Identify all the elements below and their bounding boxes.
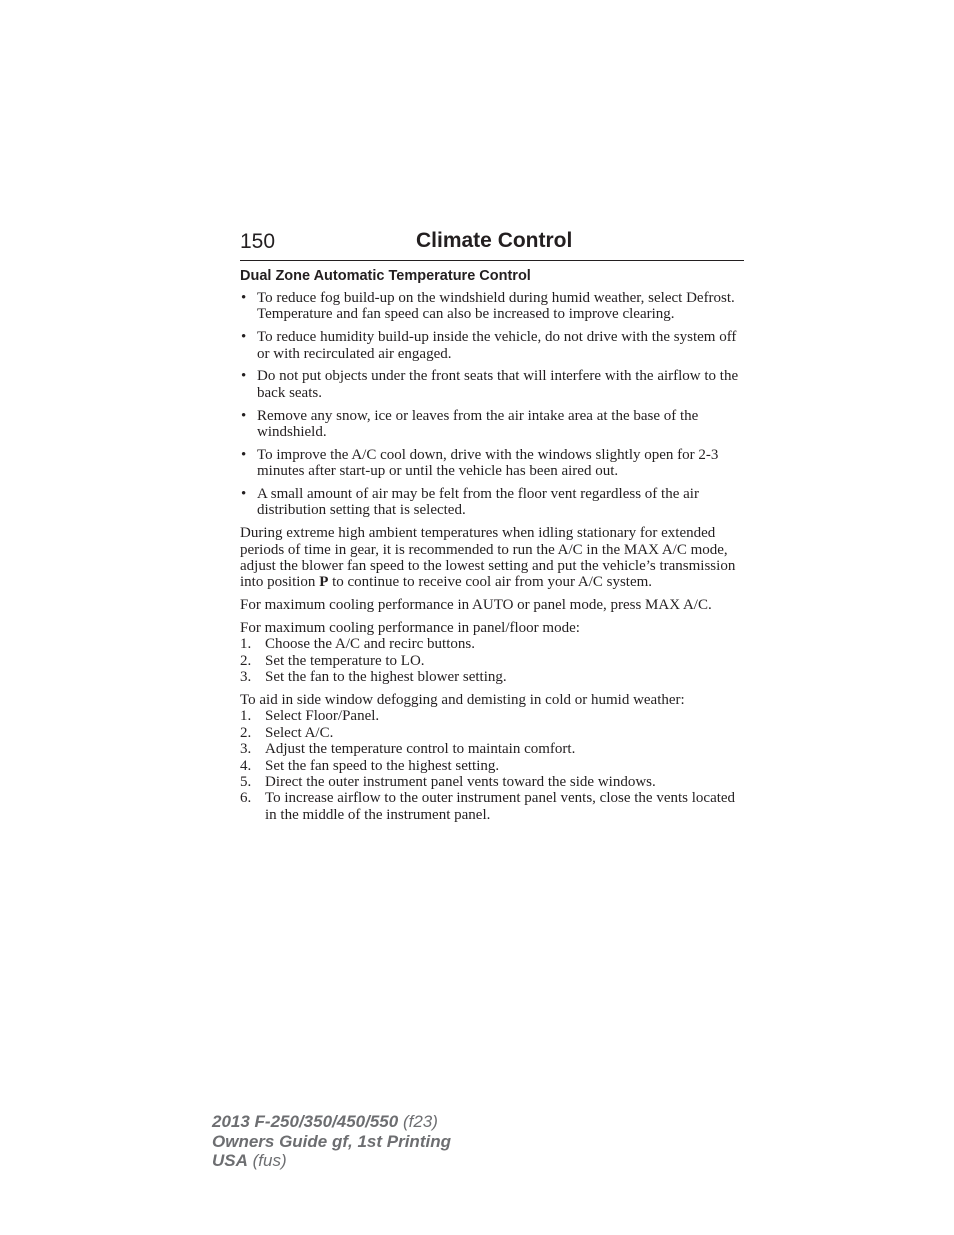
- footer-model: 2013 F-250/350/450/550: [212, 1112, 399, 1131]
- page-content: [240, 267, 745, 830]
- paragraph-text: During extreme high ambient temperatures when idling stationary for extended periods of time in gear, it is recommended to run the A/C in the MAX A/C mode, adjust the blower fan speed to the lowest setting and put the vehicle’s transmission into position: [240, 525, 736, 591]
- bullet-item: • A small amount of air may be felt from the floor vent regardless of the air distribution setting that is selected.: [240, 486, 745, 519]
- step-item: [240, 708, 745, 724]
- step-item: [240, 653, 745, 669]
- footer-model-code: (f23): [402, 1112, 438, 1131]
- footer-guide: Owners Guide gf, 1st Printing: [212, 1131, 451, 1151]
- bullet-item: • To reduce fog build-up on the windshield during humid weather, select Defrost. Temperature and fan speed can also be increased to improve clearing.: [240, 290, 745, 323]
- step-number: 3.: [240, 741, 252, 758]
- step-text: Adjust the temperature control to maintain comfort.: [265, 741, 576, 758]
- footer-region-code: (fus): [252, 1151, 287, 1170]
- step-number: 2.: [240, 724, 252, 741]
- tips-bullet-list: [240, 290, 745, 519]
- step-item: [240, 636, 745, 652]
- step-text: To increase airflow to the outer instrument panel vents, close the vents located in the middle of the instrument panel.: [265, 790, 736, 823]
- defog-intro: To aid in side window defogging and demisting in cold or humid weather:: [240, 692, 685, 709]
- step-text: Select Floor/Panel.: [265, 708, 380, 725]
- paragraph-text: to continue to receive cool air from your A/C system.: [328, 574, 653, 591]
- panel-floor-intro: For maximum cooling performance in panel/floor mode:: [240, 620, 580, 637]
- step-text: Set the temperature to LO.: [265, 652, 425, 669]
- step-number: 2.: [240, 652, 252, 669]
- page-header: [240, 228, 744, 261]
- defog-steps: [240, 708, 745, 823]
- max-cooling-paragraph: For maximum cooling performance in AUTO or panel mode, press MAX A/C.: [240, 597, 712, 614]
- step-number: 4.: [240, 757, 252, 774]
- bullet-item: • Remove any snow, ice or leaves from the air intake area at the base of the windshield.: [240, 408, 745, 441]
- step-text: Set the fan to the highest blower setting.: [265, 669, 507, 686]
- panel-floor-steps: [240, 636, 745, 685]
- footer-line-model: [212, 1112, 451, 1132]
- step-number: 5.: [240, 774, 252, 791]
- step-number: 6.: [240, 790, 252, 807]
- step-number: 1.: [240, 636, 252, 653]
- step-item: [240, 725, 745, 741]
- step-text: Choose the A/C and recirc buttons.: [265, 636, 475, 653]
- step-text: Set the fan speed to the highest setting.: [265, 757, 500, 774]
- step-text: Select A/C.: [265, 724, 334, 741]
- document-footer: [212, 1112, 451, 1171]
- bullet-item: • To improve the A/C cool down, drive with the windows slightly open for 2-3 minutes after start-up or until the vehicle has been aired out.: [240, 447, 745, 480]
- page-number: 150: [240, 230, 276, 253]
- footer-line-region: [212, 1151, 451, 1171]
- footer-line-guide: [212, 1132, 451, 1152]
- step-item: [240, 741, 745, 757]
- bullet-item: • To reduce humidity build-up inside the vehicle, do not drive with the system off or with recirculated air engaged.: [240, 329, 745, 362]
- footer-region: USA: [212, 1151, 248, 1170]
- step-number: 3.: [240, 669, 252, 686]
- step-item: [240, 758, 745, 774]
- step-text: Direct the outer instrument panel vents toward the side windows.: [265, 774, 656, 791]
- step-item: [240, 669, 745, 685]
- section-heading: Dual Zone Automatic Temperature Control: [240, 268, 531, 284]
- bullet-item: • Do not put objects under the front seats that will interfere with the airflow to the back seats.: [240, 368, 745, 401]
- chapter-title: Climate Control: [416, 229, 573, 252]
- extreme-temperature-paragraph: [240, 525, 745, 591]
- step-item: [240, 790, 745, 823]
- transmission-position-p: P: [319, 574, 329, 591]
- step-number: 1.: [240, 708, 252, 725]
- step-item: [240, 774, 745, 790]
